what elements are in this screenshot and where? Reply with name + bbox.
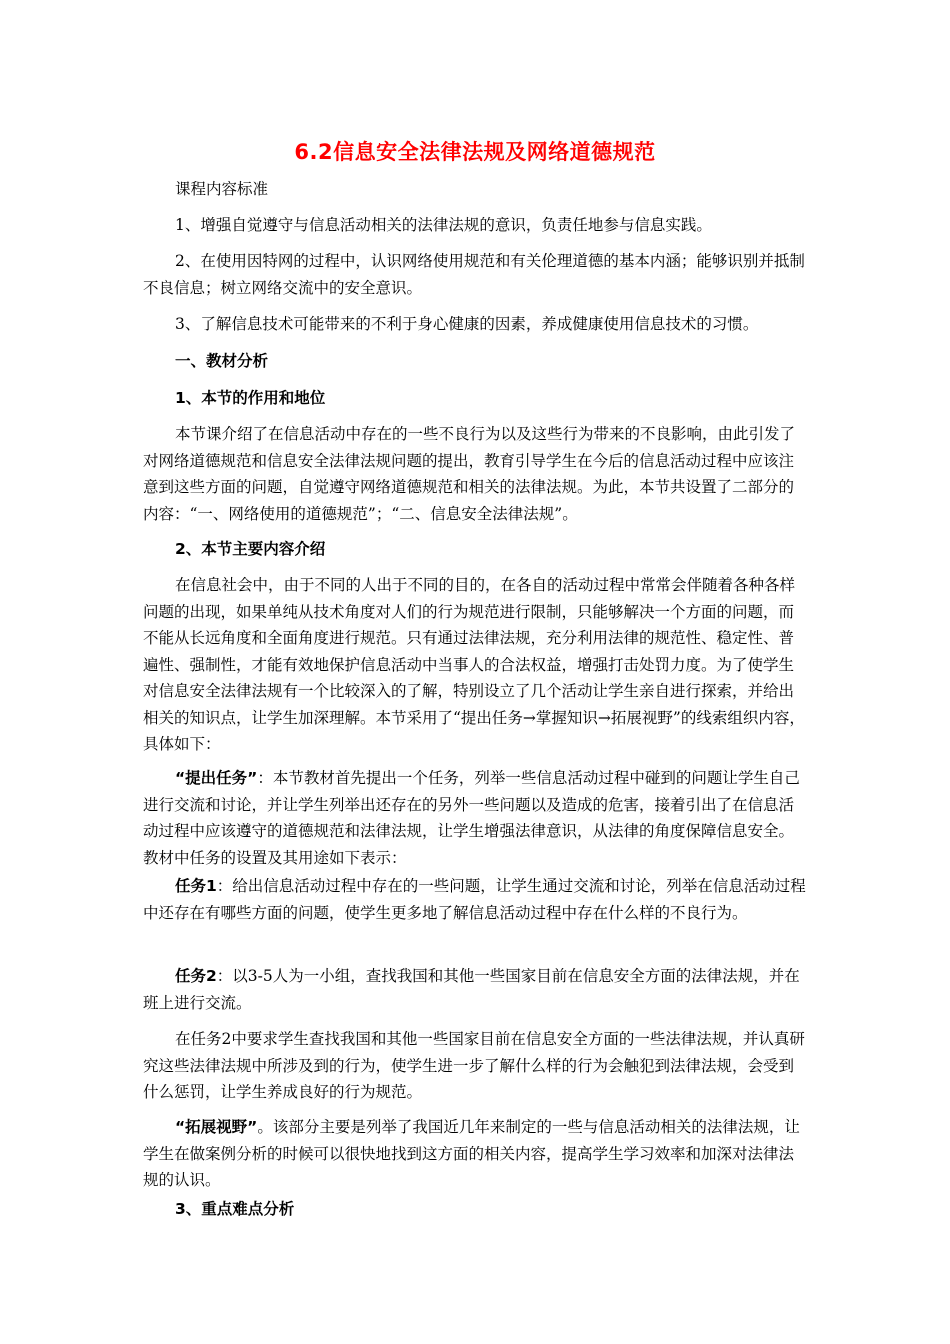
section-heading-textbook-analysis: 一、教材分析	[175, 352, 269, 370]
expand-label: “拓展视野”	[175, 1118, 258, 1136]
task-intro-text: ：本节教材首先提出一个任务，列举一些信息活动过程中碰到的问题让学生自己进行交流和讨论，并让学生列举出还存在的另外一些问题以及造成的危害，接着引出了在信息活动过程中应该遵守的道德规范和法律法规，让学生增强法律意识，从法律的角度保障信息安全。教材中任务的设置及其用途如下表示：	[143, 769, 800, 867]
subsection-heading-role: 1、本节的作用和地位	[175, 389, 326, 407]
task-intro-label: “提出任务”	[175, 769, 258, 787]
task-1-text: ：给出信息活动过程中存在的一些问题，让学生通过交流和讨论，列举在信息活动过程中还存在有哪些方面的问题，使学生更多地了解信息活动过程中存在什么样的不良行为。	[143, 877, 806, 922]
paragraph-task-1	[143, 873, 807, 926]
task-1-label: 任务1	[175, 877, 217, 895]
paragraph-task-2	[143, 963, 807, 1016]
paragraph-task-intro	[143, 765, 807, 871]
paragraph-content: 在信息社会中，由于不同的人出于不同的目的，在各自的活动过程中常常会伴随着各种各样问题的出现，如果单纯从技术角度对人们的行为规范进行限制，只能够解决一个方面的问题，而不能从长远角度和全面角度进行规范。只有通过法律法规，充分利用法律的规范性、稳定性、普遍性、强制性，才能有效地保护信息活动中当事人的合法权益，增强打击处罚力度。为了使学生对信息安全法律法规有一个比较深入的了解，特别设立了几个活动让学生亲自进行探索，并给出相关的知识点，让学生加深理解。本节采用了“提出任务→掌握知识→拓展视野”的线索组织内容，具体如下：	[143, 576, 805, 753]
standard-item-2: 2、在使用因特网的过程中，认识网络使用规范和有关伦理道德的基本内涵；能够识别并抵制不良信息；树立网络交流中的安全意识。	[143, 252, 805, 297]
paragraph-expand	[143, 1114, 807, 1194]
standard-item-3: 3、了解信息技术可能带来的不利于身心健康的因素，养成健康使用信息技术的习惯。	[175, 315, 759, 333]
paragraph-task-2-note: 在任务2中要求学生查找我国和其他一些国家目前在信息安全方面的一些法律法规，并认真研究这些法律法规中所涉及到的行为，使学生进一步了解什么样的行为会触犯到法律法规，会受到什么惩罚，让学生养成良好的行为规范。	[143, 1030, 805, 1101]
standard-item-1: 1、增强自觉遵守与信息活动相关的法律法规的意识，负责任地参与信息实践。	[175, 216, 712, 234]
standard-heading: 课程内容标准	[175, 180, 269, 198]
expand-text: 。该部分主要是列举了我国近几年来制定的一些与信息活动相关的法律法规，让学生在做案例分析的时候可以很快地找到这方面的相关内容，提高学生学习效率和加深对法律法规的认识。	[143, 1118, 800, 1189]
subsection-heading-content: 2、本节主要内容介绍	[175, 540, 326, 558]
page-title: 6.2信息安全法律法规及网络道德规范	[294, 140, 656, 164]
paragraph-role: 本节课介绍了在信息活动中存在的一些不良行为以及这些行为带来的不良影响，由此引发了对网络道德规范和信息安全法律法规问题的提出，教育引导学生在今后的信息活动过程中应该注意到这些方面的问题，自觉遵守网络道德规范和相关的法律法规。为此，本节共设置了二部分的内容：“一、网络使用的道德规范”；“二、信息安全法律法规”。	[143, 425, 796, 523]
subsection-heading-key-points: 3、重点难点分析	[175, 1200, 295, 1218]
task-2-label: 任务2	[175, 967, 217, 985]
task-2-text: ：以3-5人为一小组，查找我国和其他一些国家目前在信息安全方面的法律法规，并在班上进行交流。	[143, 967, 800, 1012]
